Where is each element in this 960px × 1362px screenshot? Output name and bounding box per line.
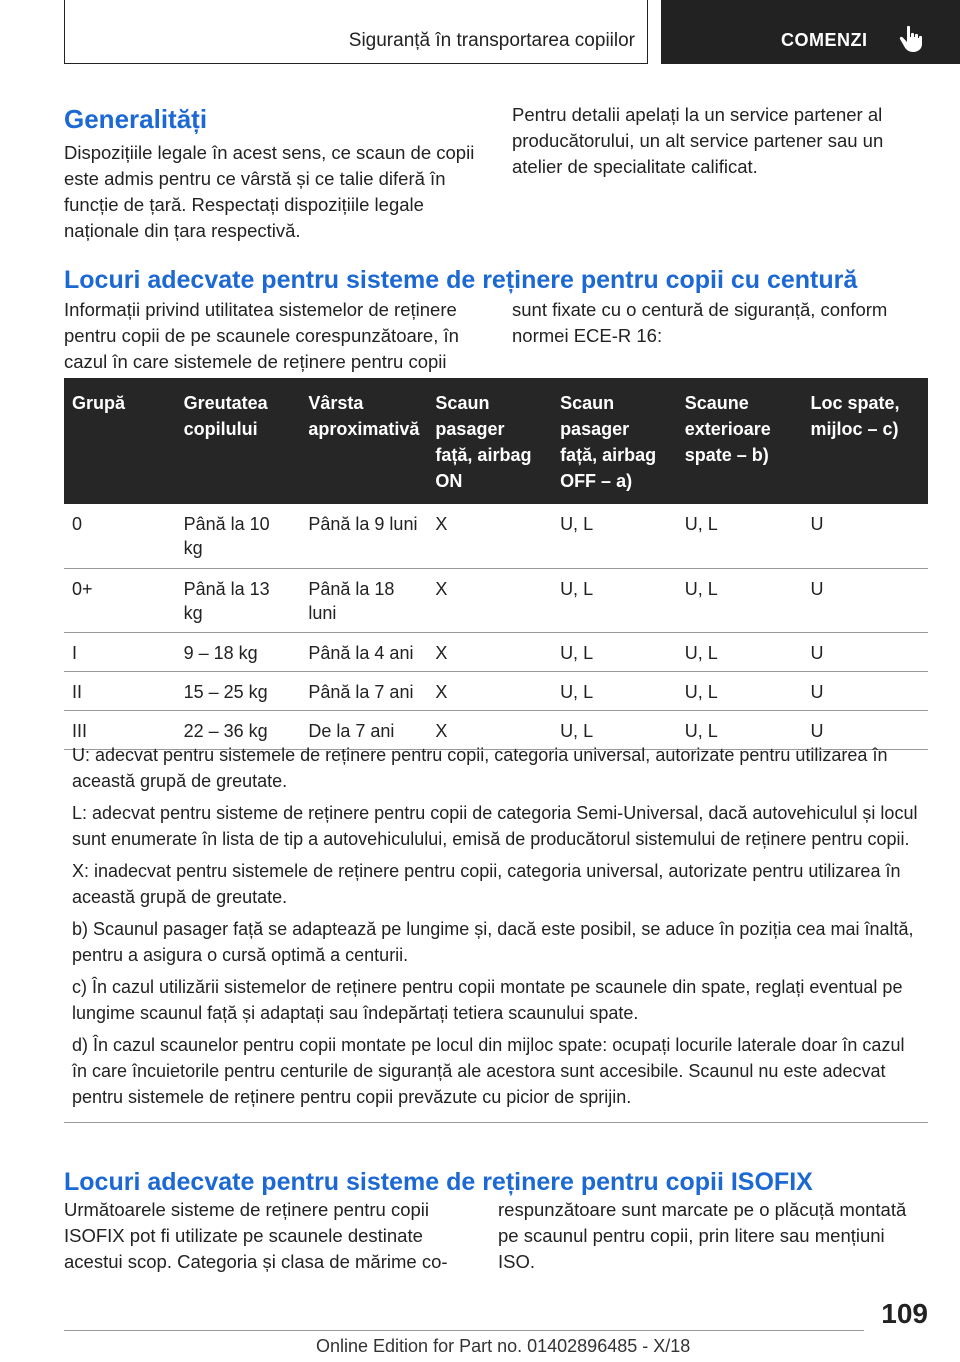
table-row xyxy=(64,671,928,710)
table-cell: U xyxy=(802,568,928,632)
header-rear-outer: Scaune exterioare spate – b) xyxy=(684,393,771,465)
table-cell: Până la 13 kg xyxy=(176,568,301,632)
header-front-airbag-on: Scaun pasager față, airbag ON xyxy=(435,393,532,491)
table-cell: Până la 18 luni xyxy=(300,568,427,632)
note-c: c) În cazul utilizării sistemelor de reținere pentru copii montate pe scaunele din spate, reglați eventual pe lungime scaunul față și adaptați sau îndepărtați tetiera scaunului spate. xyxy=(72,977,903,1023)
header-group: Grupă xyxy=(72,393,126,413)
belt-text-right: sunt fixate cu o centură de siguranță, conform normei ECE-R 16: xyxy=(512,299,888,346)
table-cell: U xyxy=(802,632,928,671)
note-d: d) În cazul scaunelor pentru copii montate pe locul din mijloc spate: ocupați locurile laterale doar în cazul în care încuietorile pentru centurile de siguranță ale acestora sunt accesibile. Scaunul nu este adecvat pentru sistemele de reținere pentru copii prevăzute cu picior de sprijin. xyxy=(72,1035,905,1107)
table-cell: U xyxy=(802,504,928,568)
table-cell: U, L xyxy=(552,568,677,632)
hand-pointer-icon xyxy=(896,24,926,54)
header-section-box xyxy=(64,0,648,64)
table-cell: De la 7 ani xyxy=(300,710,427,749)
table-row xyxy=(64,632,928,671)
note-b: b) Scaunul pasager față se adaptează pe lungime și, dacă este posibil, se aduce în poziția cea mai înaltă, pentru a asigura o cursă optimă a centurii. xyxy=(72,919,914,965)
table-cell: U xyxy=(802,671,928,710)
table-cell: Până la 7 ani xyxy=(300,671,427,710)
table-row xyxy=(64,568,928,632)
table-cell: U, L xyxy=(677,504,803,568)
table-cell: U, L xyxy=(552,504,677,568)
table-cell: X xyxy=(427,671,552,710)
belt-text-left: Informații privind utilitatea sistemelor de reținere pentru copii de pe scaunele corespunzătoare, în cazul în care sistemele de reținere pentru copii xyxy=(64,299,459,372)
table-header-row xyxy=(64,378,928,504)
table-cell: U xyxy=(802,710,928,749)
isofix-section-title: Locuri adecvate pentru sisteme de reținere pentru copii ISOFIX xyxy=(64,1168,813,1196)
table-cell: 9 – 18 kg xyxy=(176,632,301,671)
table-cell: II xyxy=(64,671,176,710)
header-section-title: Siguranță în transportarea copiilor xyxy=(348,30,635,51)
general-text-right: Pentru detalii apelați la un service partener al producătorului, un alt service partener sau un atelier de specialitate calificat. xyxy=(512,104,884,177)
table-cell: Până la 10 kg xyxy=(176,504,301,568)
table-cell: U, L xyxy=(677,568,803,632)
general-text-left: Dispozițiile legale în acest sens, ce scaun de copii este admis pentru ce vârstă și ce talie diferă în funcție de țară. Respectați dispozițiile legale naționale din țara respectivă. xyxy=(64,142,475,241)
footer-edition: Online Edition for Part no. 01402896485 - X/18 xyxy=(316,1336,691,1356)
belt-section-title: Locuri adecvate pentru sisteme de reținere pentru copii cu centură xyxy=(64,266,858,294)
isofix-text-right: respunzătoare sunt marcate pe o plăcuță montată pe scaunul pentru copii, prin litere sau mențiuni ISO. xyxy=(498,1199,907,1272)
child-seat-suitability-table xyxy=(64,378,928,750)
table-cell: U, L xyxy=(677,710,803,749)
header-weight: Greutatea copilului xyxy=(183,393,268,439)
note-u: U: adecvat pentru sistemele de reținere pentru copii, categoria universal, autorizate pentru utilizarea în această grupă de greutate. xyxy=(72,745,888,791)
table-cell: X xyxy=(427,568,552,632)
header-chapter-title: COMENZI xyxy=(781,30,868,50)
header-front-airbag-off: Scaun pasager față, airbag OFF – a) xyxy=(560,393,657,491)
general-title: Generalități xyxy=(64,104,208,134)
table-cell: 0 xyxy=(64,504,176,568)
table-cell: X xyxy=(427,710,552,749)
footer-divider xyxy=(64,1330,864,1331)
table-cell: U, L xyxy=(677,632,803,671)
table-cell: 22 – 36 kg xyxy=(176,710,301,749)
table-cell: U, L xyxy=(552,632,677,671)
header-age: Vârsta aproximativă xyxy=(308,393,420,439)
note-l: L: adecvat pentru sisteme de reținere pentru copii de categoria Semi-Universal, dacă autovehiculul și locul sunt enumerate în lista de tip a autovehiculului, emisă de producătorul sistemului de reținere pentru copii. xyxy=(72,803,918,849)
table-cell: 15 – 25 kg xyxy=(176,671,301,710)
table-cell: X xyxy=(427,632,552,671)
isofix-text-left: Următoarele sisteme de reținere pentru copii ISOFIX pot fi utilizate pe scaunele destinate acestui scop. Categoria și clasa de mărime co- xyxy=(64,1199,448,1272)
note-x: X: inadecvat pentru sistemele de reținere pentru copii, categoria universal, autorizate pentru utilizarea în această grupă de greutate. xyxy=(72,861,901,907)
table-cell: U, L xyxy=(552,671,677,710)
table-cell: Până la 9 luni xyxy=(300,504,427,568)
table-cell: U, L xyxy=(552,710,677,749)
page-number: 109 xyxy=(881,1298,928,1329)
table-cell: U, L xyxy=(677,671,803,710)
header-rear-middle: Loc spate, mijloc – c) xyxy=(810,393,900,439)
table-notes xyxy=(64,742,928,1123)
table-cell: Până la 4 ani xyxy=(300,632,427,671)
table-cell: 0+ xyxy=(64,568,176,632)
table-cell: X xyxy=(427,504,552,568)
table-cell: I xyxy=(64,632,176,671)
table-row xyxy=(64,504,928,568)
table-cell: III xyxy=(64,710,176,749)
